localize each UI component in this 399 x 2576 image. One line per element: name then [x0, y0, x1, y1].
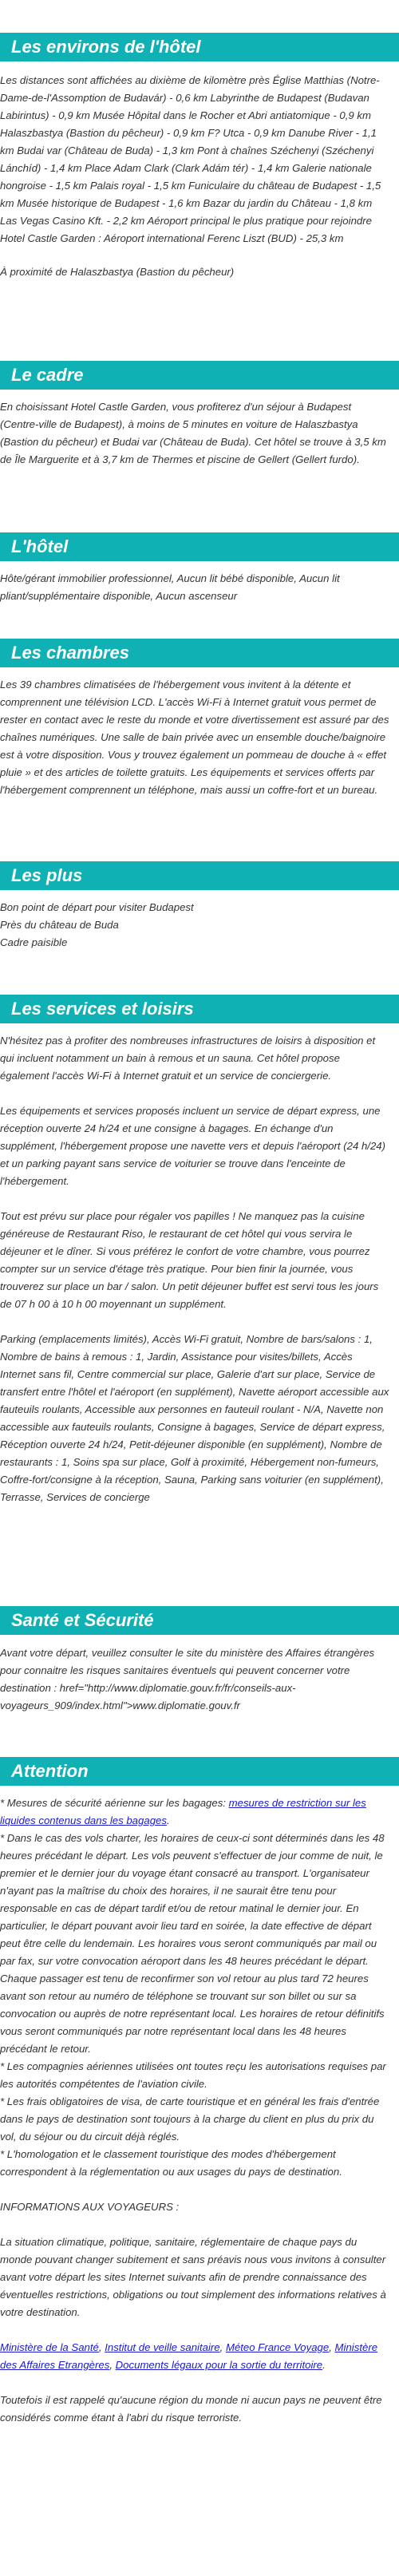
info-body: La situation climatique, politique, sanitaire, réglementaire de chaque pays du monde pouvant changer subitement et sans préavis nous vous invitons à consulter avant votre départ les sites Internet suivants afin de prendre connaissance des éventuelles restrictions, obligations ou tout simplement des informations relatives à votre destination.	[0, 2236, 386, 2318]
meteo-france-link[interactable]: Méteo France Voyage	[225, 2341, 330, 2353]
airlines-notice: * Les compagnies aériennes utilisées ont toutes reçu les autorisations requises par les autorités compétentes de l'aviation civile.	[0, 2060, 386, 2090]
affaires-etrangeres-link[interactable]: Ministère des Affaires Etrangères	[0, 2341, 378, 2371]
liquids-restriction-link[interactable]: mesures de restriction sur les liquides contenus dans les bagages	[0, 1797, 366, 1826]
environs-proximity: À proximité de Halaszbastya (Bastion du pêcheur)	[0, 266, 235, 278]
official-links: Ministère de la Santé, Institut de veille sanitaire, Méteo France Voyage, Ministère des Affaires Etrangères, Documents légaux pour la sortie du territoire.	[0, 2341, 378, 2371]
plus-item: Cadre paisible	[0, 936, 68, 948]
homologation-notice: * L'homologation et le classement touristique des modes d'hébergement correspondent à la réglementation ou aux usages du pays de destination.	[0, 2148, 342, 2178]
cadre-text	[0, 398, 391, 469]
hotel-body: Hôte/gérant immobilier professionnel, Aucun lit bébé disponible, Aucun lit pliant/supplémentaire disponible, Aucun ascenseur	[0, 572, 340, 602]
info-heading: INFORMATIONS AUX VOYAGEURS :	[0, 2201, 180, 2213]
cadre-body: En choisissant Hotel Castle Garden, vous profiterez d'un séjour à Budapest (Centre-ville de Budapest), à moins de 5 minutes en voiture de Halaszbastya (Bastion du pêcheur) et Budai var (Château de Buda). Cet hôtel se trouve à 3,5 km de Île Marguerite et à 3,7 km de Thermes et piscine de Gellert (Gellert furdo).	[0, 401, 386, 465]
chambres-body: Les 39 chambres climatisées de l'hébergement vous invitent à la détente et comprennent une télévision LCD. L'accès Wi-Fi à Internet gratuit vous permet de rester en contact avec le reste du monde et votre divertissement est assuré par des chaînes numériques. Une salle de bain privée avec un ensemble douche/baignoire est à votre disposition. Vous y trouvez également un pommeau de douche à « effet pluie » et des articles de toilette gratuits. Les équipements et services offerts par l'hébergement comprennent un téléphone, mais aussi un coffre-fort et un bureau.	[0, 679, 389, 796]
section-header-attention: Attention	[0, 1757, 399, 1786]
section-header-hotel: L'hôtel	[0, 532, 399, 561]
chambres-text	[0, 676, 391, 799]
environs-distances: Les distances sont affichées au dixième de kilomètre près Église Matthias (Notre-Dame-de-l'Assomption de Budavár) - 0,6 km Labyrinthe de Budapest (Budavan Labirintus) - 0,9 km Musée Hôpital dans le Rocher et Abri antiatomique - 0,9 km Halaszbastya (Bastion du pêcheur) - 0,9 km F? Utca - 0,9 km Danube River - 1,1 km Budai var (Château de Buda) - 1,3 km Pont à chaînes Széchenyi (Széchenyi Lánchíd) - 1,4 km Place Adam Clark (Clark Adám tér) - 1,4 km Galerie nationale hongroise - 1,5 km Palais royal - 1,5 km Funiculaire du château de Budapest - 1,5 km Musée historique de Budapest - 1,6 km Bazar du jardin du Château - 1,8 km Las Vegas Casino Kft. - 2,2 km Aéroport principal le plus pratique pour rejoindre Hotel Castle Garden : Aéroport international Ferenc Liszt (BUD) - 25,3 km	[0, 74, 381, 244]
sante-text	[0, 1644, 391, 1715]
plus-list	[0, 899, 391, 952]
environs-text	[0, 72, 391, 281]
section-header-cadre: Le cadre	[0, 361, 399, 390]
services-amenities-list: Parking (emplacements limités), Accès Wi-Fi gratuit, Nombre de bars/salons : 1, Nombre de bains à remous : 1, Jardin, Assistance pour visites/billets, Accès Internet sans fil, Centre commercial sur place, Galerie d'art sur place, Service de transfert entre l'hôtel et l'aéroport (en supplément), Navette aéroport accessible aux fauteuils roulants, Accessible aux personnes en fauteuil roulant - N/A, Navette non accessible aux fauteuils roulants, Consigne à bagages, Service de départ express, Réception ouverte 24 h/24, Petit-déjeuner disponible (en supplément), Nombre de restaurants : 1, Soins spa sur place, Golf à proximité, Hébergement non-fumeurs, Coffre-fort/consigne à la réception, Sauna, Parking sans voiturier (en supplément), Terrasse, Services de concierge	[0, 1333, 389, 1503]
fees-notice: * Les frais obligatoires de visa, de carte touristique et en général les frais d'entrée dans le pays de destination sont toujours à la charge du client en plus du prix du vol, du séjour ou du circuit déjà réglés.	[0, 2095, 380, 2143]
attention-text	[0, 1794, 391, 2427]
veille-sanitaire-link[interactable]: Institut de veille sanitaire	[105, 2341, 220, 2353]
section-header-environs: Les environs de l'hôtel	[0, 33, 399, 61]
plus-item: Près du château de Buda	[0, 919, 119, 931]
terrorism-notice: Toutefois il est rappelé qu'aucune région du monde ni aucun pays ne peuvent être considérés comme étant à l'abri du risque terroriste.	[0, 2394, 382, 2424]
services-equipment: Les équipements et services proposés incluent un service de départ express, une réception ouverte 24 h/24 et une consigne à bagages. En échange d'un supplément, l'hébergement propose une navette vers et depuis l'aéroport (24 h/24) et un parking payant sans service de voiturier se trouve dans l'enceinte de l'hébergement.	[0, 1105, 386, 1187]
ministere-sante-link[interactable]: Ministère de la Santé	[0, 2341, 99, 2353]
services-leisure: N'hésitez pas à profiter des nombreuses infrastructures de loisirs à disposition et qui incluent notamment un bain à remous et un sauna. Cet hôtel propose également l'accès Wi-Fi à Internet gratuit et un service de conciergerie.	[0, 1035, 376, 1082]
hotel-text	[0, 570, 391, 605]
services-text	[0, 1032, 391, 1506]
documents-legaux-link[interactable]: Documents légaux pour la sortie du territoire	[115, 2359, 323, 2371]
plus-item: Bon point de départ pour visiter Budapest	[0, 901, 194, 913]
charter-flights-notice: * Dans le cas des vols charter, les horaires de ceux-ci sont déterminés dans les 48 heures précédant le départ. Les vols peuvent s'effectuer de jour comme de nuit, le premier et le dernier jour du voyage étant consacré au transport. L'organisateur n'ayant pas la maîtrise du choix des horaires, il ne saurait être tenu pour responsable en cas de départ tardif et/ou de retour matinal le dernier jour. En particulier, le départ pouvant avoir lieu tard en soirée, la date effective de départ peut être celle du lendemain. Les horaires vous seront communiqués par mail ou par fax, sur votre convocation aéroport dans les 48 heures précédant le départ. Chaque passager est tenu de reconfirmer son vol retour au plus tard 72 heures avant son retour au numéro de téléphone se trouvant sur son billet ou sur sa convocation ou auprès de notre représentant local. Les horaires de retour définitifs vous seront communiqués par notre représentant local dans les 48 heures précédant le retour.	[0, 1832, 385, 2055]
section-header-services: Les services et loisirs	[0, 995, 399, 1023]
security-measures: * Mesures de sécurité aérienne sur les bagages: mesures de restriction sur les liquides contenus dans les bagages.	[0, 1797, 366, 1826]
section-header-chambres: Les chambres	[0, 639, 399, 667]
section-header-plus: Les plus	[0, 861, 399, 890]
section-header-sante: Santé et Sécurité	[0, 1606, 399, 1635]
sante-body: Avant votre départ, veuillez consulter le site du ministère des Affaires étrangères pour connaitre les risques sanitaires éventuels qui peuvent concerner votre destination : href="http://www.diplomatie.gouv.fr/fr/conseils-aux-voyageurs_909/index.html">www.diplomatie.gouv.fr	[0, 1647, 375, 1711]
services-dining: Tout est prévu sur place pour régaler vos papilles ! Ne manquez pas la cuisine généreuse de Restaurant Riso, le restaurant de cet hôtel qui vous servira le déjeuner et le dîner. Si vous préférez le confort de votre chambre, vous pourrez compter sur un service d'étage très pratique. Pour bien finir la journée, vous trouverez sur place un bar / salon. Un petit déjeuner buffet est servi tous les jours de 07 h 00 à 10 h 00 moyennant un supplément.	[0, 1210, 379, 1310]
